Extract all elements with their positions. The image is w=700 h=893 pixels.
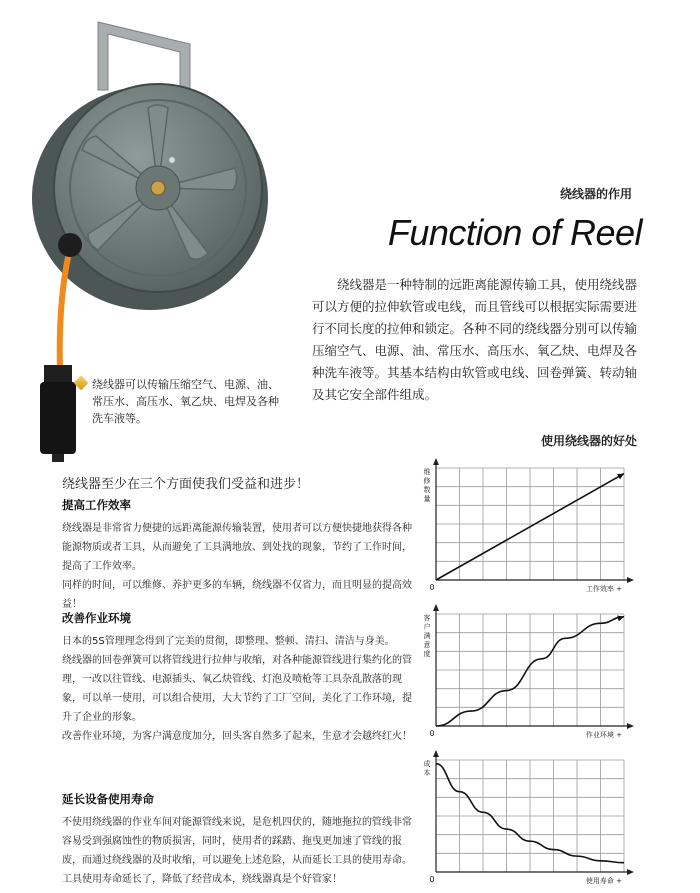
y-axis-label: 维 (423, 468, 431, 476)
section-paragraph: 绕线器的回卷弹簧可以将管线进行拉伸与收缩，对各种能源管线进行集约化的管理，一改以往管线、电源插头、氧乙炔管线、灯泡及喷枪等工具杂乱散落的现象，可以单一使用，可以组合使用，大大节约了工厂空间，美化了工作环境，提升了企业的形象。 (62, 655, 412, 723)
figure-caption: 绕线器可以传输压缩空气、电源、油、常压水、高压水、氧乙炔、电焊及各种洗车液等。 (92, 378, 279, 425)
intro-paragraph: 绕线器是一种特制的远距离能源传输工具，使用绕线器可以方便的拉伸软管或电线，而且管线可以根据实际需要进行不同长度的拉伸和锁定。各种不同的绕线器分别可以传输压缩空气、电源、油、常压水、高压水、氧乙炔、电焊及各种洗车液等。其基本结构由软管或电线、回卷弹簧、转动轴及其它安全部件组成。 (312, 277, 638, 402)
chart-cost (416, 750, 636, 886)
benefit-section-environment (62, 610, 417, 746)
y-axis-arrow (433, 604, 439, 611)
origin-label: 0 (429, 729, 435, 738)
x-axis-arrow (627, 723, 634, 729)
x-axis-label: 使用寿命 + (585, 877, 622, 885)
section-paragraph: 绕线器是非常省力便捷的远距离能源传输装置，使用者可以方便快捷地获得各种能源物质或者工具，从而避免了工具满地放、到处找的现象，节约了工作时间，提高了工作效率。 (62, 523, 412, 572)
y-axis-arrow (433, 458, 439, 465)
y-axis-label: 度 (423, 650, 431, 658)
section-heading: 改善作业环境 (62, 611, 131, 625)
y-axis-label: 数 (423, 486, 431, 494)
x-axis-arrow (627, 869, 634, 875)
section-paragraph: 日本的5S管理理念得到了完美的贯彻，即整理、整顿、清扫、清洁与身美。 (62, 636, 395, 647)
y-axis-label: 意 (423, 641, 431, 649)
origin-label: 0 (429, 875, 435, 884)
y-axis-label: 满 (423, 632, 431, 640)
origin-label: 0 (429, 583, 435, 592)
x-axis-arrow (627, 577, 634, 583)
y-axis-label: 户 (423, 623, 431, 631)
benefit-section-efficiency (62, 497, 417, 614)
section-heading: 提高工作效率 (62, 498, 131, 512)
page-title: Function of Reel (387, 212, 642, 253)
section-heading: 延长设备使用寿命 (62, 792, 154, 806)
x-axis-label: 作业环境 + (585, 731, 622, 739)
y-axis-label: 客 (423, 614, 431, 622)
benefits-lead: 绕线器至少在三个方面使我们受益和进步！ (62, 477, 310, 492)
y-axis-arrow (433, 750, 439, 757)
chart-satisfaction (416, 604, 636, 740)
section-label-benefits: 使用绕线器的好处 (541, 434, 638, 448)
section-paragraph: 不使用绕线器的作业车间对能源管线来说，是危机四伏的，随地拖拉的管线非常容易受到强腐蚀性的物质损害，同时，使用者的踩踏、拖曳更加速了管线的报废，而通过绕线器的及时收缩，可以避免上述危险，从而延长工具的使用寿命。 (62, 817, 412, 866)
chart-efficiency (416, 458, 636, 594)
section-paragraph: 同样的时间，可以维修、养护更多的车辆，绕线器不仅省力，而且明显的提高效益！ (62, 580, 412, 610)
y-axis-label: 本 (423, 769, 431, 777)
benefit-section-lifespan (62, 791, 417, 889)
y-axis-label: 量 (423, 495, 431, 503)
x-axis-label: 工作效率 + (585, 585, 622, 593)
section-paragraph: 改善作业环境，为客户满意度加分，回头客自然多了起来，生意才会越终红火！ (62, 731, 412, 742)
y-axis-label: 成 (423, 760, 431, 768)
section-label-function: 绕线器的作用 (560, 187, 633, 201)
y-axis-label: 修 (423, 477, 431, 485)
section-paragraph: 工具使用寿命延长了，降低了经营成本，绕线器真是个好管家！ (62, 874, 342, 885)
